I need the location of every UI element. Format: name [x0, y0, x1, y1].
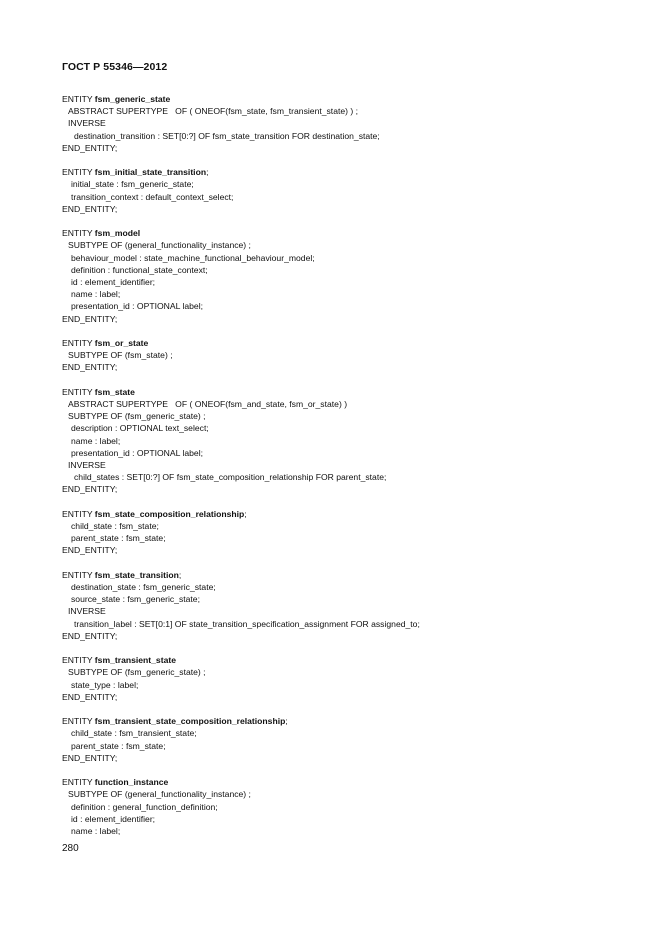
entity-keyword: ENTITY: [62, 569, 95, 580]
entity-body-line: parent_state : fsm_state;: [71, 533, 166, 544]
end-entity-keyword: END_ENTITY;: [62, 484, 118, 495]
entity-block: [62, 569, 642, 642]
document-header: ГОСТ Р 55346—2012: [62, 61, 168, 73]
entity-name: fsm_model: [94, 228, 141, 239]
entity-block: [62, 386, 642, 496]
end-entity-keyword: END_ENTITY;: [62, 203, 118, 214]
entity-keyword: ENTITY: [62, 338, 95, 349]
express-schema-listing: [62, 93, 642, 849]
entity-name: fsm_state_transition: [94, 569, 179, 580]
page-number: 280: [62, 843, 79, 854]
entity-body-line: INVERSE: [68, 460, 106, 471]
entity-name: function_instance: [94, 777, 169, 788]
entity-keyword: ENTITY: [62, 508, 95, 519]
entity-keyword: ENTITY: [62, 655, 95, 666]
entity-declaration: [62, 776, 642, 788]
entity-body-line: child_state : fsm_state;: [71, 521, 159, 532]
entity-keyword: ENTITY: [62, 777, 95, 788]
entity-declaration: [62, 715, 642, 727]
entity-name-suffix: ;: [178, 569, 182, 580]
entity-block: [62, 776, 642, 837]
entity-block: [62, 337, 642, 374]
entity-body-line: definition : functional_state_context;: [71, 264, 208, 275]
end-entity-keyword: END_ENTITY;: [62, 142, 118, 153]
entity-body-line: INVERSE: [68, 118, 106, 129]
entity-body-line: SUBTYPE OF (fsm_generic_state) ;: [68, 667, 206, 678]
entity-body-line: id : element_identifier;: [71, 813, 156, 824]
entity-body-line: name : label;: [71, 435, 121, 446]
entity-body-line: source_state : fsm_generic_state;: [71, 594, 200, 605]
entity-keyword: ENTITY: [62, 167, 95, 178]
entity-keyword: ENTITY: [62, 94, 95, 104]
entity-body-line: transition_label : SET[0:1] OF state_transition_specification_assignment FOR assigned_to;: [74, 618, 420, 629]
entity-name-suffix: ;: [285, 716, 288, 727]
entity-name-suffix: ;: [206, 167, 209, 178]
entity-body-line: child_states : SET[0:?] OF fsm_state_composition_relationship FOR parent_state;: [74, 472, 387, 483]
entity-body-line: SUBTYPE OF (general_functionality_instance) ;: [68, 240, 251, 251]
entity-body-line: presentation_id : OPTIONAL label;: [71, 301, 203, 312]
entity-body-line: parent_state : fsm_state;: [71, 740, 166, 751]
end-entity-keyword: END_ENTITY;: [62, 752, 118, 763]
entity-body-line: name : label;: [71, 289, 121, 300]
entity-name: fsm_initial_state_transition: [94, 167, 207, 178]
entity-declaration: [62, 166, 642, 178]
entity-declaration: [62, 337, 642, 349]
entity-body-line: name : label;: [71, 826, 121, 837]
entity-body-line: ABSTRACT SUPERTYPE OF ( ONEOF(fsm_state, fsm_transient_state) ) ;: [68, 106, 359, 117]
entity-body-line: SUBTYPE OF (fsm_generic_state) ;: [68, 411, 206, 422]
entity-name: fsm_state_composition_relationship: [94, 508, 245, 519]
entity-body-line: definition : general_function_definition;: [71, 801, 218, 812]
entity-body-line: SUBTYPE OF (fsm_state) ;: [68, 350, 173, 361]
entity-declaration: [62, 508, 642, 520]
entity-body-line: INVERSE: [68, 606, 106, 617]
end-entity-keyword: END_ENTITY;: [62, 630, 118, 641]
entity-body-line: child_state : fsm_transient_state;: [71, 728, 197, 739]
entity-block: [62, 227, 642, 325]
entity-name-suffix: ;: [244, 508, 247, 519]
entity-body-line: ABSTRACT SUPERTYPE OF ( ONEOF(fsm_and_state, fsm_or_state) ): [68, 399, 348, 410]
entity-declaration: [62, 654, 642, 666]
entity-body-line: destination_state : fsm_generic_state;: [71, 582, 216, 593]
entity-body-line: presentation_id : OPTIONAL label;: [71, 447, 203, 458]
entity-block: [62, 715, 642, 764]
entity-body-line: behaviour_model : state_machine_functional_behaviour_model;: [71, 252, 315, 263]
entity-block: [62, 166, 642, 215]
entity-declaration: [62, 93, 642, 105]
entity-name: fsm_or_state: [94, 338, 149, 349]
end-entity-keyword: END_ENTITY;: [62, 313, 118, 324]
entity-declaration: [62, 386, 642, 398]
entity-block: [62, 508, 642, 557]
entity-body-line: state_type : label;: [71, 679, 139, 690]
end-entity-keyword: END_ENTITY;: [62, 362, 118, 373]
entity-name: fsm_generic_state: [94, 94, 171, 104]
entity-body-line: destination_transition : SET[0:?] OF fsm_state_transition FOR destination_state;: [74, 130, 380, 141]
entity-block: [62, 93, 642, 154]
entity-body-line: description : OPTIONAL text_select;: [71, 423, 209, 434]
entity-body-line: id : element_identifier;: [71, 277, 156, 288]
entity-body-line: SUBTYPE OF (general_functionality_instance) ;: [68, 789, 251, 800]
entity-keyword: ENTITY: [62, 386, 95, 397]
entity-name: fsm_transient_state: [94, 655, 176, 666]
entity-name: fsm_transient_state_composition_relationship: [94, 716, 286, 727]
entity-block: [62, 654, 642, 703]
entity-keyword: ENTITY: [62, 228, 95, 239]
end-entity-keyword: END_ENTITY;: [62, 545, 118, 556]
entity-declaration: [62, 569, 642, 581]
entity-name: fsm_state: [94, 386, 135, 397]
end-entity-keyword: END_ENTITY;: [62, 691, 118, 702]
entity-body-line: transition_context : default_context_select;: [71, 191, 234, 202]
entity-keyword: ENTITY: [62, 716, 95, 727]
entity-declaration: [62, 227, 642, 239]
entity-body-line: initial_state : fsm_generic_state;: [71, 179, 194, 190]
